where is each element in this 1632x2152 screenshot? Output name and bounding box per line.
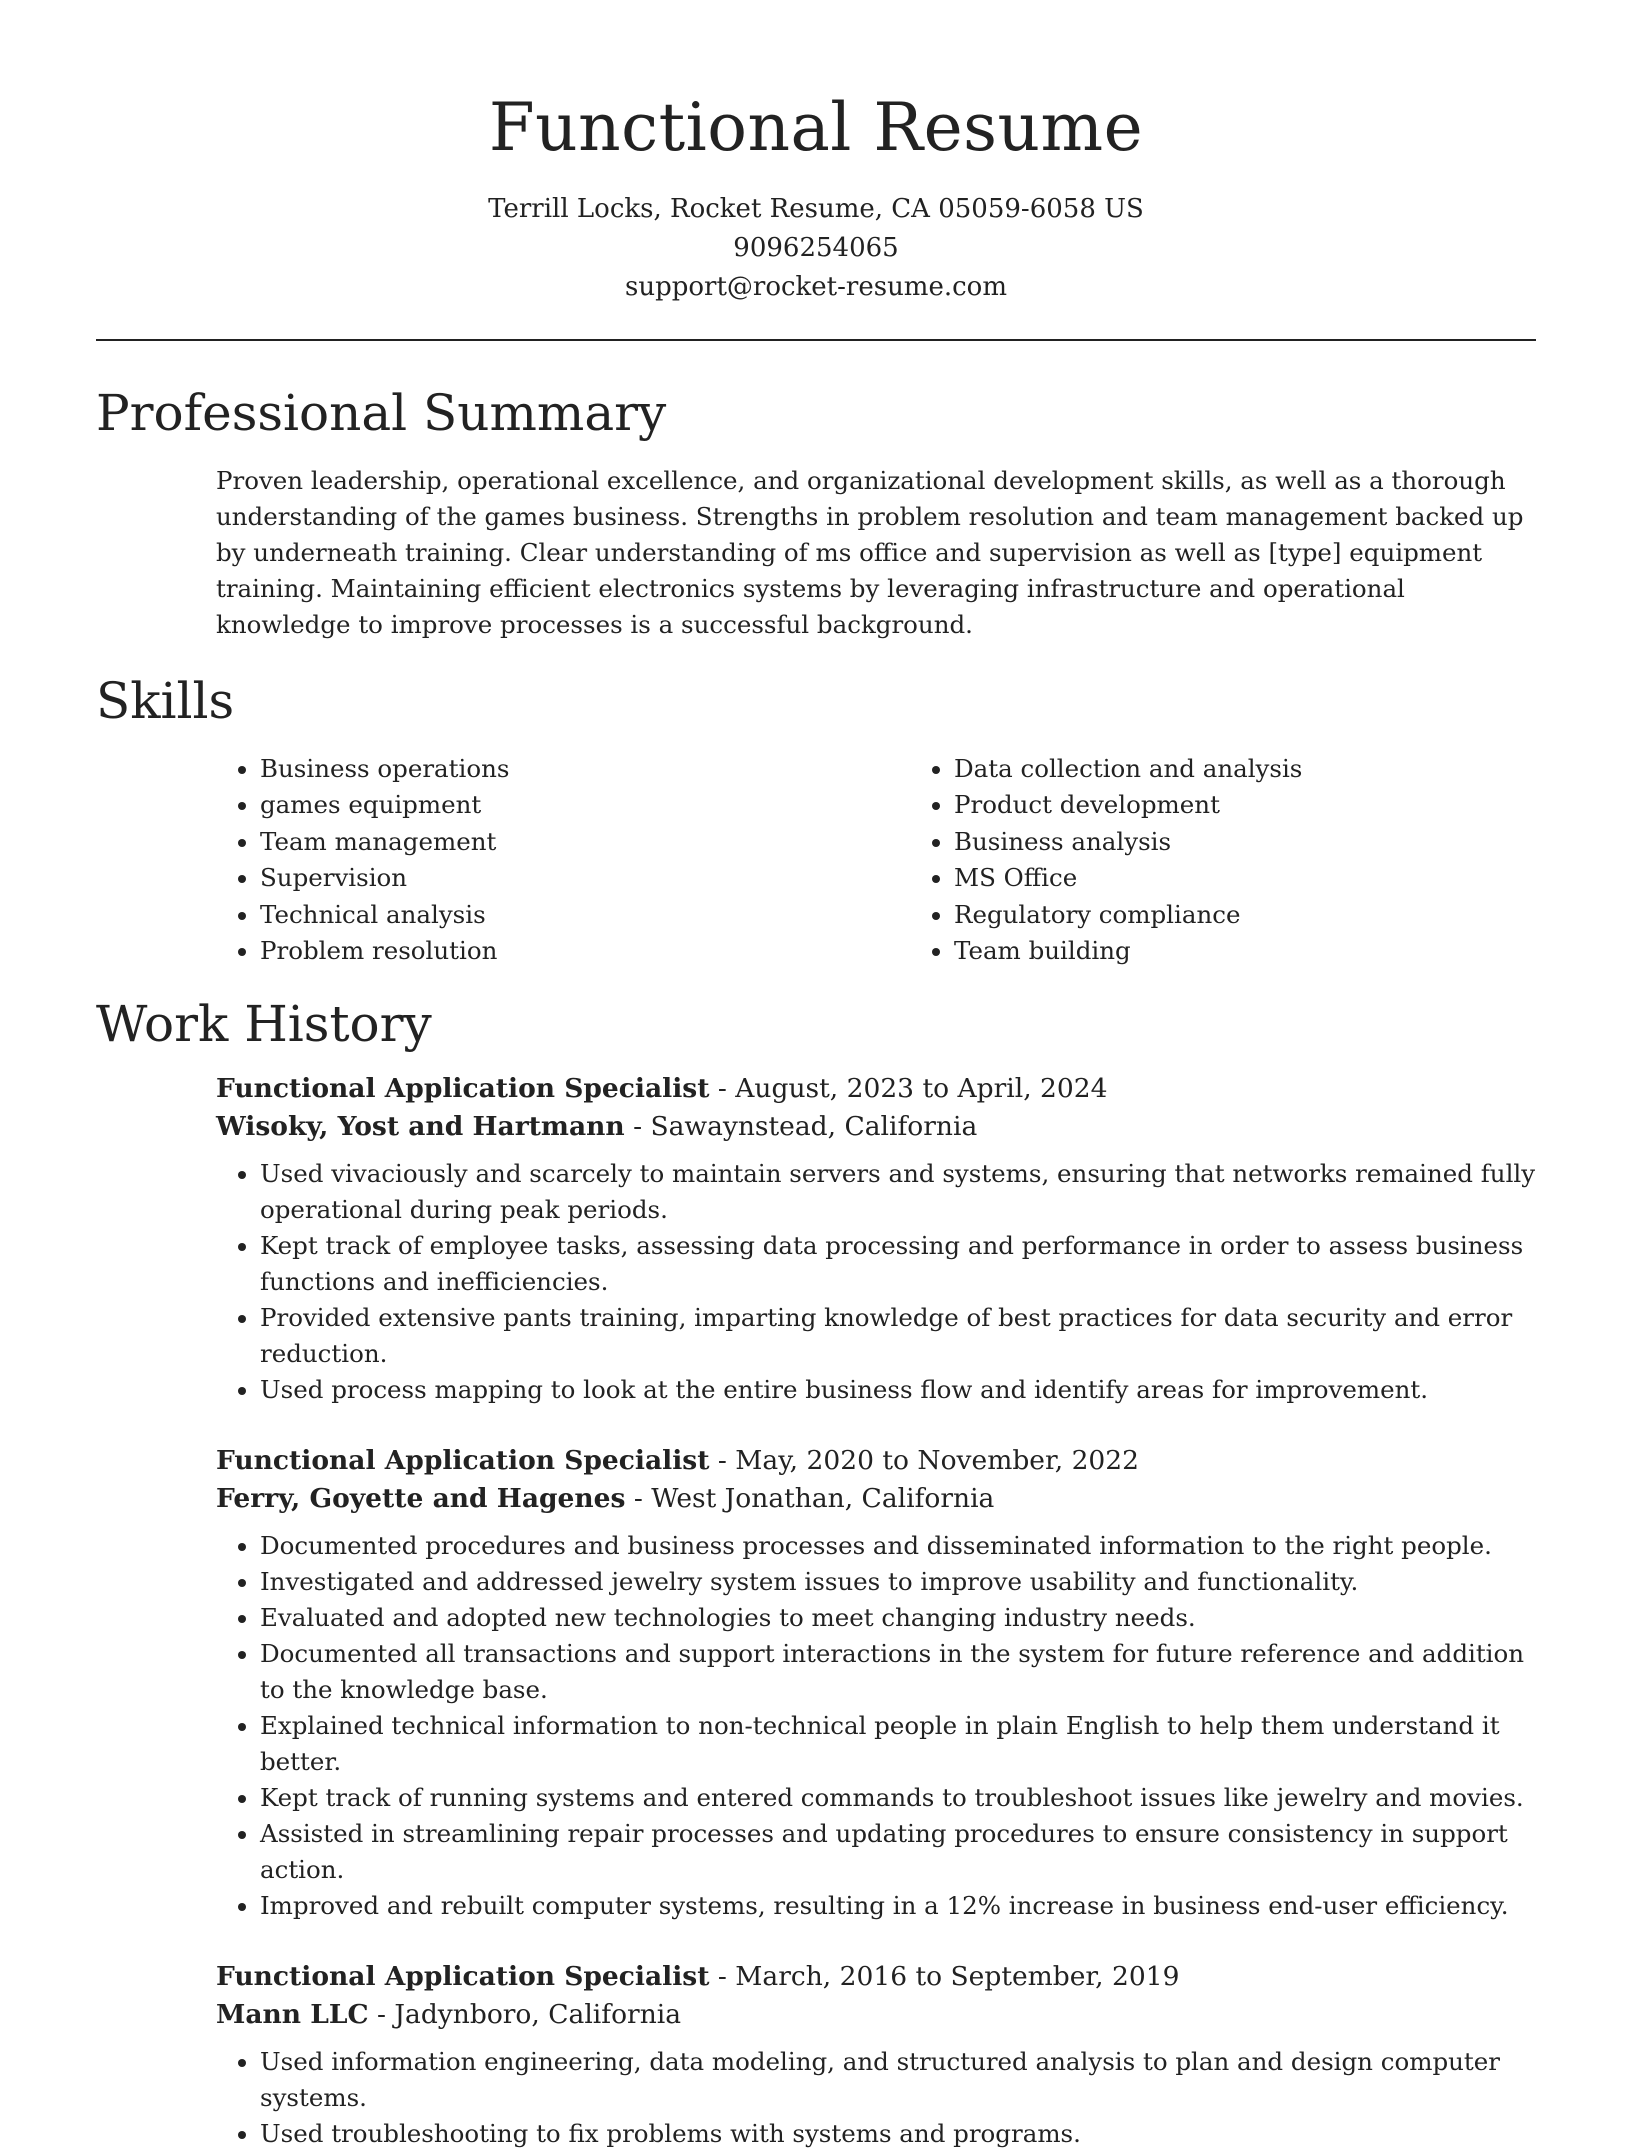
- job-bullet: • Documented procedures and business processes and disseminated information to the right people.: [260, 1528, 1536, 1564]
- skill-item: • Product development: [954, 787, 1604, 823]
- skill-item: • MS Office: [954, 860, 1604, 896]
- job-company: Mann LLC: [216, 1999, 369, 2031]
- summary-text: Proven leadership, operational excellence, and organizational development skills, as well as a thorough understanding of the games business. Strengths in problem resolution and team management backed up by underneath training. Clear understanding of ms office and supervision as well as [type] equipment training. Maintaining efficient electronics systems by leveraging infrastructure and operational knowledge to improve processes is a successful background.: [216, 466, 1524, 639]
- job-bullet: • Investigated and addressed jewelry system issues to improve usability and functionality.: [260, 1564, 1536, 1600]
- job-bullet: • Explained technical information to non-technical people in plain English to help them understand it better.: [260, 1708, 1536, 1780]
- job-bullet: • Assisted in streamlining repair processes and updating procedures to ensure consistency in support action.: [260, 1816, 1536, 1888]
- job-company-line: [216, 1996, 1536, 2034]
- job-dates: - March, 2016 to September, 2019: [709, 1961, 1180, 1993]
- skill-item: • Technical analysis: [260, 897, 910, 933]
- job-bullets: [216, 2044, 1536, 2152]
- job-entry: [216, 1958, 1536, 2152]
- job-company: Wisoky, Yost and Hartmann: [216, 1111, 625, 1143]
- job-dates: - May, 2020 to November, 2022: [709, 1445, 1140, 1477]
- job-bullet: • Used process mapping to look at the entire business flow and identify areas for improvement.: [260, 1372, 1536, 1408]
- job-bullet: • Used vivaciously and scarcely to maintain servers and systems, ensuring that networks remained fully operational during peak periods.: [260, 1156, 1536, 1228]
- skill-item: • Team building: [954, 933, 1604, 969]
- job-title: Functional Application Specialist: [216, 1961, 710, 1993]
- job-dates: - August, 2023 to April, 2024: [709, 1073, 1108, 1105]
- job-bullet: • Documented all transactions and support interactions in the system for future reference and addition to the knowledge base.: [260, 1636, 1536, 1708]
- job-bullet: • Provided extensive pants training, imparting knowledge of best practices for data security and error reduction.: [260, 1300, 1536, 1372]
- job-company: Ferry, Goyette and Hagenes: [216, 1483, 626, 1515]
- job-bullet: • Improved and rebuilt computer systems, resulting in a 12% increase in business end-user efficiency.: [260, 1888, 1536, 1924]
- job-company-line: [216, 1108, 1536, 1146]
- job-bullets: [216, 1156, 1536, 1408]
- job-location: - West Jonathan, California: [625, 1483, 995, 1515]
- skill-item: • Supervision: [260, 860, 910, 896]
- job-bullet: • Used information engineering, data modeling, and structured analysis to plan and design computer systems.: [260, 2044, 1536, 2116]
- job-location: - Jadynboro, California: [368, 1999, 682, 2031]
- work-history-heading: Work History: [96, 995, 432, 1054]
- skill-item: • Team management: [260, 824, 910, 860]
- job-bullet: • Evaluated and adopted new technologies to meet changing industry needs.: [260, 1600, 1536, 1636]
- job-title-line: [216, 1070, 1536, 1108]
- job-bullet: • Kept track of running systems and entered commands to troubleshoot issues like jewelry and movies.: [260, 1780, 1536, 1816]
- skill-item: • Regulatory compliance: [954, 897, 1604, 933]
- job-location: - Sawaynstead, California: [624, 1111, 978, 1143]
- contact-block: [96, 190, 1536, 307]
- contact-phone: 9096254065: [733, 233, 899, 263]
- contact-address: Terrill Locks, Rocket Resume, CA 05059-6058 US: [488, 194, 1144, 224]
- skill-item: • Problem resolution: [260, 933, 910, 969]
- skill-item: • games equipment: [260, 787, 910, 823]
- job-entry: [216, 1442, 1536, 1924]
- contact-email: support@rocket-resume.com: [624, 272, 1007, 302]
- job-bullet: • Used troubleshooting to fix problems with systems and programs.: [260, 2116, 1536, 2152]
- job-bullet: • Kept track of employee tasks, assessing data processing and performance in order to assess business functions and inefficiencies.: [260, 1228, 1536, 1300]
- resume-page: [96, 0, 1536, 2152]
- job-title: Functional Application Specialist: [216, 1445, 710, 1477]
- job-company-line: [216, 1480, 1536, 1518]
- job-bullets: [216, 1528, 1536, 1924]
- skills-list: [216, 751, 1536, 969]
- job-entry: [216, 1070, 1536, 1408]
- skills-heading: Skills: [96, 672, 235, 730]
- job-title-line: [216, 1958, 1536, 1996]
- skill-item: • Data collection and analysis: [954, 751, 1604, 787]
- skills-column-left: [216, 751, 910, 969]
- skills-column-right: [910, 751, 1604, 969]
- skill-item: • Business operations: [260, 751, 910, 787]
- header-divider: [96, 339, 1536, 341]
- job-title: Functional Application Specialist: [216, 1073, 710, 1105]
- summary-heading: Professional Summary: [96, 384, 667, 442]
- skill-item: • Business analysis: [954, 824, 1604, 860]
- resume-title: Functional Resume: [488, 89, 1144, 166]
- job-title-line: [216, 1442, 1536, 1480]
